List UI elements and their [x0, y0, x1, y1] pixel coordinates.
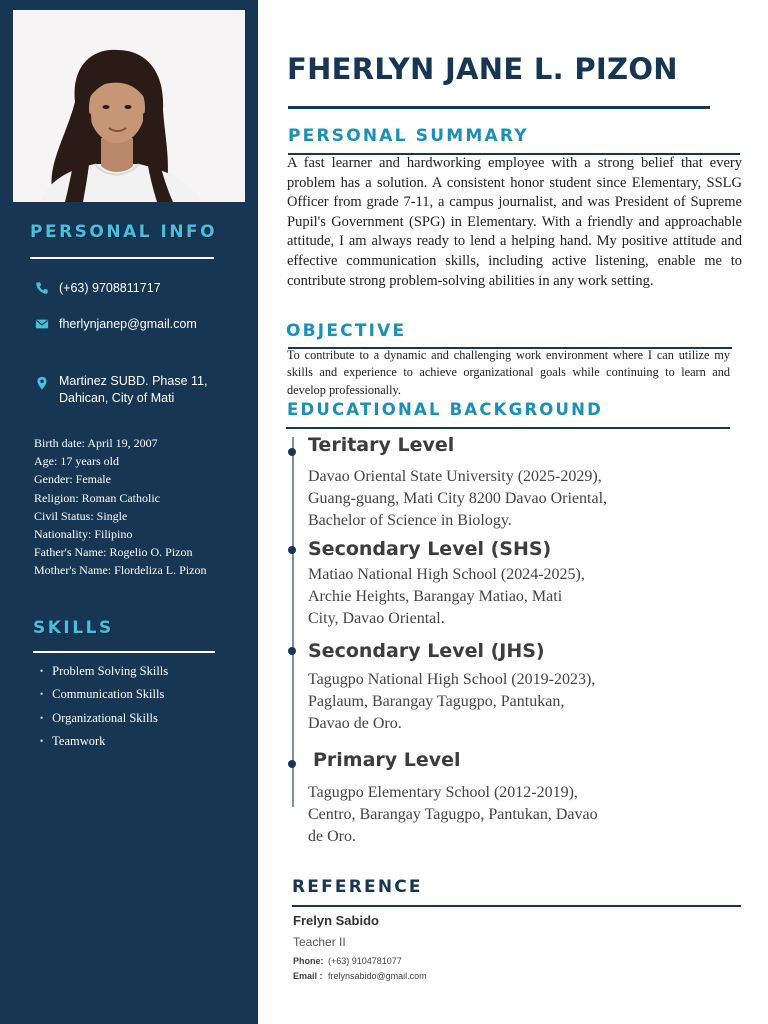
reference-title: Teacher II: [293, 935, 346, 949]
phone-row: [35, 280, 161, 297]
resume-name: FHERLYN JANE L. PIZON: [287, 52, 678, 86]
profile-photo: [13, 10, 245, 202]
age: Age: 17 years old: [34, 454, 119, 469]
education-level: Teritary Level: [308, 434, 455, 456]
reference-email-label: Email :: [293, 971, 323, 981]
skills-divider: [33, 651, 215, 653]
gender: Gender: Female: [34, 472, 111, 487]
education-school: Davao Oriental State University (2025-2029), Guang-guang, Mati City 8200 Davao Oriental, Bachelor of Science in Biology.: [308, 468, 608, 529]
mother-name: Mother's Name: Flordeliza L. Pizon: [34, 563, 207, 578]
reference-divider: [292, 905, 741, 907]
reference-email: frelynsabido@gmail.com: [328, 971, 427, 981]
education-school: Tagugpo National High School (2019-2023), Paglaum, Barangay Tagugpo, Pantukan, Davao de Oro.: [308, 671, 596, 732]
email-address: fherlynjanep@gmail.com: [59, 317, 197, 331]
reference-name: Frelyn Sabido: [293, 913, 379, 928]
personal-summary-text: A fast learner and hardworking employee with a strong belief that every problem has a solution. A consistent honor student since Elementary, SSLG Officer from grade 7-11, a campus journalist, and was President of Supreme Pupil's Government (SPG) in Elementary. With a friendly and approachable attitude, I am always ready to lend a helping hand. My positive attitude and effective communication skills, including active listening, enable me to contribute strong problem-solving abilities in any work setting.: [287, 155, 742, 289]
education-timeline: [292, 437, 294, 807]
education-level: Secondary Level (SHS): [308, 538, 552, 560]
education-school: Matiao National High School (2024-2025), Archie Heights, Barangay Matiao, Mati City, Davao Oriental.: [308, 566, 585, 627]
personal-summary-heading: PERSONAL SUMMARY: [288, 126, 529, 146]
timeline-dot: [288, 647, 296, 655]
education-divider: [286, 427, 730, 429]
timeline-dot: [288, 760, 296, 768]
timeline-dot: [288, 546, 296, 554]
education-level: Primary Level: [313, 749, 461, 771]
personal-info-divider: [30, 257, 214, 259]
education-level: Secondary Level (JHS): [308, 640, 545, 662]
email-row: [35, 316, 197, 333]
address-row: [35, 373, 207, 407]
skill-item: • Communication Skills: [40, 683, 168, 706]
location-icon: [35, 374, 49, 392]
reference-heading: REFERENCE: [292, 877, 423, 897]
sidebar: [0, 0, 258, 1024]
phone-number: (+63) 9708811717: [59, 281, 161, 295]
email-icon: [35, 317, 49, 331]
skill-item: • Teamwork: [40, 730, 168, 753]
phone-icon: [35, 281, 49, 295]
reference-phone-row: [293, 956, 402, 966]
education-school: Tagugpo Elementary School (2012-2019), Centro, Barangay Tagugpo, Pantukan, Davao de Oro.: [308, 784, 598, 845]
father-name: Father's Name: Rogelio O. Pizon: [34, 545, 193, 560]
personal-info-heading: PERSONAL INFO: [30, 222, 218, 242]
educational-background-heading: EDUCATIONAL BACKGROUND: [287, 400, 604, 419]
objective-text: To contribute to a dynamic and challenging work environment where I can utilize my skills and experience to achieve organizational goals while continuing to learn and develop professionally.: [287, 348, 730, 397]
civil-status: Civil Status: Single: [34, 508, 128, 523]
personal-details-list: [34, 434, 206, 580]
skill-item: • Problem Solving Skills: [40, 660, 168, 683]
timeline-dot: [288, 448, 296, 456]
reference-phone: (+63) 9104781077: [328, 956, 402, 966]
nationality: Nationality: Filipino: [34, 527, 133, 542]
religion: Religion: Roman Catholic: [34, 490, 160, 505]
skills-list: [40, 660, 168, 753]
birth-date: Birth date: April 19, 2007: [34, 436, 158, 450]
name-divider: [288, 106, 710, 109]
skill-item: • Organizational Skills: [40, 707, 168, 730]
reference-email-row: [293, 971, 427, 981]
reference-phone-label: Phone:: [293, 956, 324, 966]
home-address: Martinez SUBD. Phase 11, Dahican, City of Mati: [59, 374, 208, 405]
objective-heading: OBJECTIVE: [286, 321, 407, 341]
skills-heading: SKILLS: [33, 618, 114, 638]
